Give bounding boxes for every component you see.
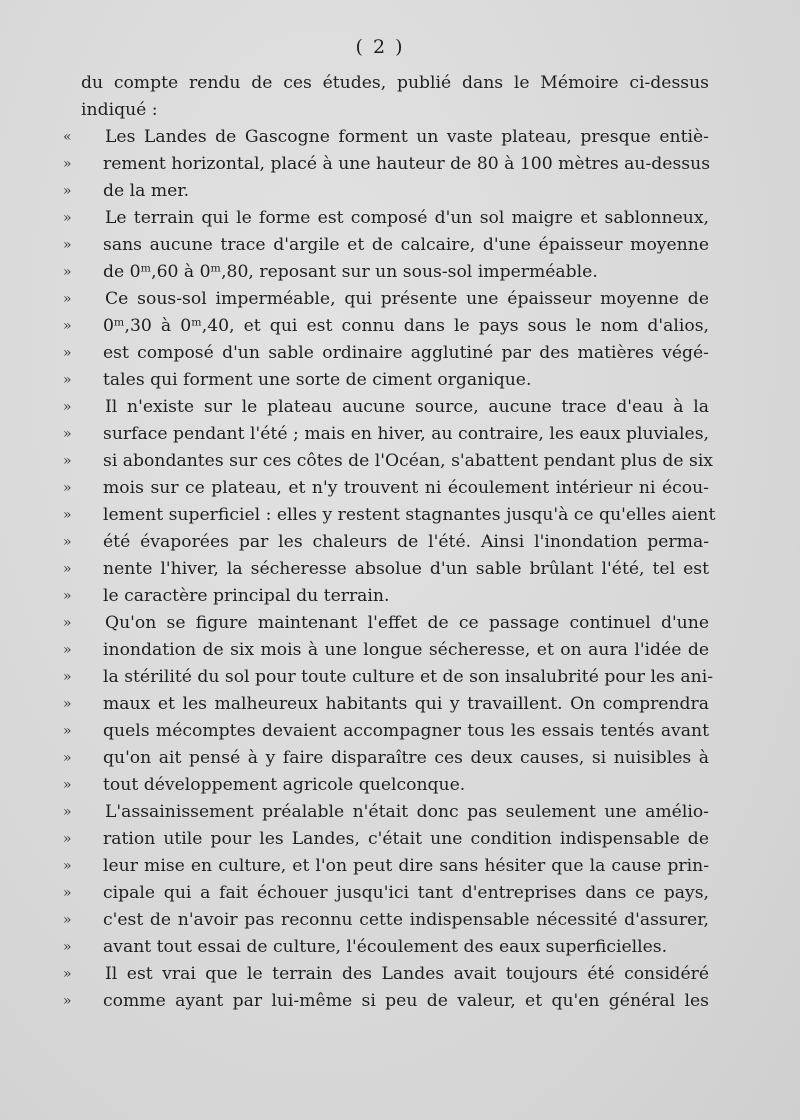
quote-mark: » — [63, 291, 72, 307]
text-line — [63, 124, 709, 151]
text-line — [63, 205, 709, 232]
text-line — [63, 286, 709, 313]
text-line — [63, 664, 714, 691]
quote-mark: » — [63, 453, 72, 469]
quote-mark: » — [63, 723, 72, 739]
quote-mark: » — [63, 318, 72, 334]
line-text: Les Landes de Gascogne forment un vaste plateau, presque entiè- — [105, 127, 709, 147]
quote-mark: » — [63, 696, 72, 712]
quote-mark: » — [63, 750, 72, 766]
quote-mark: » — [63, 561, 72, 577]
quote-mark: » — [63, 534, 72, 550]
text-line — [81, 70, 709, 97]
line-text: quels mécomptes devaient accompagner tous les essais tentés avant — [103, 721, 709, 741]
quote-mark: » — [63, 507, 72, 523]
quote-mark: » — [63, 669, 72, 685]
text-line — [63, 826, 709, 853]
text-line — [81, 97, 709, 124]
text-line — [63, 583, 709, 610]
line-text: indiqué : — [81, 100, 158, 120]
line-text: qu'on ait pensé à y faire disparaître ces deux causes, si nuisibles à — [103, 748, 709, 768]
text-line — [63, 529, 709, 556]
quote-mark: » — [63, 939, 72, 955]
quote-mark: » — [63, 426, 72, 442]
line-text: si abondantes sur ces côtes de l'Océan, s'abattent pendant plus de six — [103, 451, 714, 471]
line-text: mois sur ce plateau, et n'y trouvent ni écoulement intérieur ni écou- — [103, 478, 709, 498]
line-text: L'assainissement préalable n'était donc pas seulement une amélio- — [105, 802, 709, 822]
line-text: tout développement agricole quelconque. — [103, 775, 466, 795]
line-text: Le terrain qui le forme est composé d'un sol maigre et sablonneux, — [105, 208, 709, 228]
line-text: de la mer. — [103, 181, 190, 201]
quote-mark: » — [63, 777, 72, 793]
line-text: Ce sous-sol imperméable, qui présente une épaisseur moyenne de — [105, 289, 709, 309]
text-line — [63, 745, 709, 772]
quote-mark: » — [63, 264, 72, 280]
page-number: ( 2 ) — [355, 36, 405, 58]
text-line — [63, 772, 709, 799]
text-line — [63, 556, 709, 583]
text-line — [63, 178, 709, 205]
quote-mark: « — [63, 129, 72, 145]
text-line — [63, 448, 714, 475]
quote-mark: » — [63, 858, 72, 874]
line-text: sans aucune trace d'argile et de calcaire, d'une épaisseur moyenne — [103, 235, 709, 255]
line-text: de 0ᵐ,60 à 0ᵐ,80, reposant sur un sous-sol imperméable. — [103, 262, 598, 282]
line-text: nente l'hiver, la sécheresse absolue d'un sable brûlant l'été, tel est — [103, 559, 709, 579]
line-text: la stérilité du sol pour toute culture et de son insalubrité pour les ani- — [103, 667, 714, 687]
quote-mark: » — [63, 183, 72, 199]
text-line — [63, 421, 709, 448]
text-line — [63, 880, 709, 907]
line-text: est composé d'un sable ordinaire agglutiné par des matières végé- — [103, 343, 709, 363]
line-text: avant tout essai de culture, l'écoulement des eaux superficielles. — [103, 937, 668, 957]
text-line — [63, 232, 709, 259]
text-line — [63, 799, 709, 826]
line-text: maux et les malheureux habitants qui y travaillent. On comprendra — [103, 694, 709, 714]
text-line — [63, 259, 709, 286]
line-text: leur mise en culture, et l'on peut dire sans hésiter que la cause prin- — [103, 856, 709, 876]
text-line — [63, 988, 709, 1015]
quote-mark: » — [63, 156, 72, 172]
text-line — [63, 691, 709, 718]
line-text: comme ayant par lui-même si peu de valeur, et qu'en général les — [103, 991, 709, 1011]
body-text — [63, 70, 716, 1015]
text-line — [63, 340, 709, 367]
text-line — [63, 961, 709, 988]
text-line — [63, 637, 709, 664]
quote-mark: » — [63, 210, 72, 226]
line-text: 0ᵐ,30 à 0ᵐ,40, et qui est connu dans le pays sous le nom d'alios, — [103, 316, 709, 336]
quote-mark: » — [63, 912, 72, 928]
line-text: surface pendant l'été ; mais en hiver, au contraire, les eaux pluviales, — [103, 424, 709, 444]
text-line — [63, 394, 709, 421]
line-text: Il est vrai que le terrain des Landes avait toujours été considéré — [105, 964, 709, 984]
quote-mark: » — [63, 372, 72, 388]
quote-mark: » — [63, 345, 72, 361]
line-text: inondation de six mois à une longue sécheresse, et on aura l'idée de — [103, 640, 709, 660]
line-text: rement horizontal, placé à une hauteur de 80 à 100 mètres au-dessus — [103, 154, 711, 174]
quote-mark: » — [63, 831, 72, 847]
quote-mark: » — [63, 885, 72, 901]
line-text: le caractère principal du terrain. — [103, 586, 390, 606]
text-line — [63, 151, 711, 178]
text-line — [63, 907, 709, 934]
quote-mark: » — [63, 399, 72, 415]
line-text: été évaporées par les chaleurs de l'été. Ainsi l'inondation perma- — [103, 532, 709, 552]
text-line — [63, 853, 709, 880]
text-line — [63, 610, 709, 637]
line-text: Il n'existe sur le plateau aucune source, aucune trace d'eau à la — [105, 397, 709, 417]
line-text: du compte rendu de ces études, publié dans le Mémoire ci-dessus — [81, 73, 709, 93]
quote-mark: » — [63, 642, 72, 658]
line-text: ration utile pour les Landes, c'était une condition indispensable de — [103, 829, 709, 849]
quote-mark: » — [63, 804, 72, 820]
quote-mark: » — [63, 237, 72, 253]
line-text: lement superficiel : elles y restent stagnantes jusqu'à ce qu'elles aient — [103, 505, 716, 525]
text-line — [63, 934, 709, 961]
quote-mark: » — [63, 480, 72, 496]
line-text: Qu'on se figure maintenant l'effet de ce passage continuel d'une — [105, 613, 709, 633]
text-line — [63, 475, 709, 502]
line-text: c'est de n'avoir pas reconnu cette indispensable nécessité d'assurer, — [103, 910, 709, 930]
quote-mark: » — [63, 966, 72, 982]
quote-mark: » — [63, 588, 72, 604]
text-line — [63, 313, 709, 340]
line-text: cipale qui a fait échouer jusqu'ici tant d'entreprises dans ce pays, — [103, 883, 709, 903]
quote-mark: » — [63, 615, 72, 631]
quote-mark: » — [63, 993, 72, 1009]
text-line — [63, 718, 709, 745]
text-line — [63, 367, 709, 394]
line-text: tales qui forment une sorte de ciment organique. — [103, 370, 532, 390]
text-line — [63, 502, 716, 529]
